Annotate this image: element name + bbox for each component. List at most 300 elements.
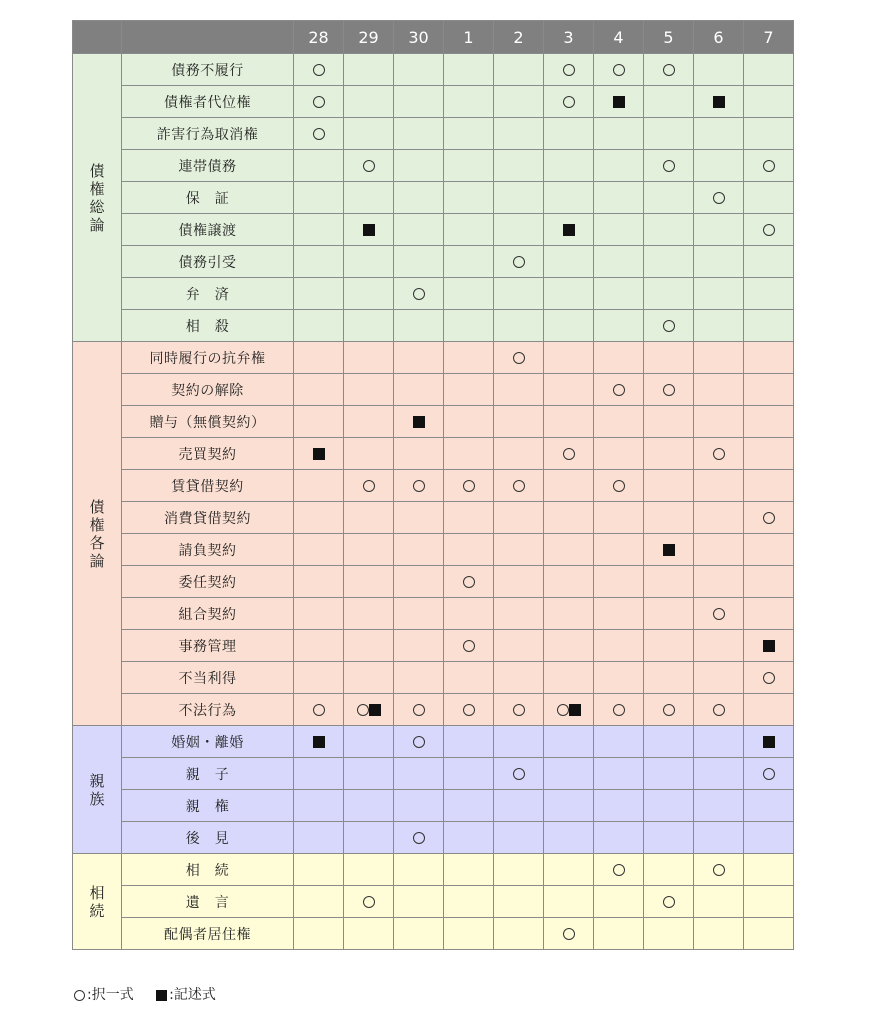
mark-cell [694,214,744,246]
mark-cell [744,566,794,598]
mark-cell [694,342,744,374]
topic-label: 弁 済 [122,278,294,310]
mark-cell [394,86,444,118]
circle-icon [663,64,675,76]
mark-cell [294,310,344,342]
mark-cell [344,598,394,630]
circle-icon [763,672,775,684]
mark-cell [494,86,544,118]
mark-cell [744,86,794,118]
mark-cell [494,278,544,310]
table-row [73,182,794,214]
square-icon [413,416,425,428]
mark-cell [544,726,594,758]
mark-cell [394,790,444,822]
mark-cell [394,214,444,246]
circle-icon [363,160,375,172]
topic-label: 配偶者居住権 [122,918,294,950]
mark-cell [694,726,744,758]
mark-cell [494,598,544,630]
table-row [73,758,794,790]
mark-cell [294,918,344,950]
header-year: 30 [394,21,444,54]
mark-cell [294,726,344,758]
mark-cell [594,406,644,438]
mark-cell [544,150,594,182]
mark-cell [294,566,344,598]
header-year: 3 [544,21,594,54]
header-year: 29 [344,21,394,54]
table-row [73,662,794,694]
mark-cell [594,214,644,246]
mark-cell [594,758,644,790]
circle-icon [613,384,625,396]
mark-cell [644,182,694,214]
mark-cell [444,406,494,438]
circle-icon [313,704,325,716]
mark-cell [344,214,394,246]
square-icon [156,990,167,1001]
mark-cell [444,86,494,118]
mark-cell [594,310,644,342]
circle-icon [557,704,569,716]
circle-icon [313,128,325,140]
mark-cell [344,118,394,150]
square-icon [763,736,775,748]
mark-cell [644,150,694,182]
mark-cell [344,662,394,694]
header-year: 4 [594,21,644,54]
mark-cell [494,374,544,406]
circle-icon [74,990,85,1001]
topic-label: 親 権 [122,790,294,822]
mark-cell [644,246,694,278]
table-row [73,278,794,310]
mark-cell [294,790,344,822]
mark-cell [294,86,344,118]
mark-cell [494,54,544,86]
section-label [73,726,122,854]
mark-cell [444,278,494,310]
mark-cell [444,822,494,854]
mark-cell [344,54,394,86]
mark-cell [494,662,544,694]
mark-cell [294,406,344,438]
mark-cell [644,470,694,502]
legend-item-choice [74,987,138,1003]
topic-label: 詐害行為取消権 [122,118,294,150]
mark-cell [494,566,544,598]
mark-cell [344,150,394,182]
mark-cell [594,918,644,950]
mark-cell [544,86,594,118]
mark-cell [644,406,694,438]
mark-cell [594,566,644,598]
mark-cell [444,214,494,246]
mark-cell [344,630,394,662]
mark-cell [744,886,794,918]
circle-icon [763,224,775,236]
square-icon [363,224,375,236]
mark-cell [344,758,394,790]
header-year: 6 [694,21,744,54]
mark-cell [344,310,394,342]
mark-cell [294,822,344,854]
mark-cell [394,662,444,694]
mark-cell [744,758,794,790]
mark-cell [744,854,794,886]
mark-cell [694,502,744,534]
square-icon [563,224,575,236]
circle-icon [513,768,525,780]
table-row [73,310,794,342]
mark-cell [394,278,444,310]
section-label-text: 債権総論 [89,161,105,234]
header-corner [73,21,122,54]
mark-cell [294,598,344,630]
mark-cell [544,662,594,694]
table-row [73,630,794,662]
mark-cell [294,54,344,86]
mark-cell [444,150,494,182]
mark-cell [744,598,794,630]
topic-label: 相 続 [122,854,294,886]
mark-cell [444,726,494,758]
table-row [73,54,794,86]
mark-cell [644,86,694,118]
mark-cell [644,374,694,406]
mark-cell [294,118,344,150]
mark-cell [294,374,344,406]
mark-cell [344,726,394,758]
mark-cell [544,534,594,566]
table-row [73,86,794,118]
mark-cell [594,374,644,406]
mark-cell [444,598,494,630]
topic-label: 事務管理 [122,630,294,662]
circle-icon [563,928,575,940]
section-label [73,854,122,950]
mark-cell [744,182,794,214]
mark-cell [444,534,494,566]
mark-cell [544,278,594,310]
mark-cell [394,918,444,950]
square-icon [713,96,725,108]
table-row [73,342,794,374]
mark-cell [394,246,444,278]
mark-cell [494,310,544,342]
mark-cell [494,822,544,854]
mark-cell [594,662,644,694]
topic-label: 婚姻・離婚 [122,726,294,758]
mark-cell [544,406,594,438]
mark-cell [594,598,644,630]
mark-cell [444,630,494,662]
mark-cell [694,54,744,86]
mark-cell [594,822,644,854]
mark-cell [744,438,794,470]
header-topic [122,21,294,54]
mark-cell [544,566,594,598]
mark-cell [744,150,794,182]
mark-cell [644,278,694,310]
topic-label: 同時履行の抗弁権 [122,342,294,374]
mark-cell [544,694,594,726]
mark-cell [594,726,644,758]
mark-cell [594,502,644,534]
mark-cell [394,534,444,566]
topic-label: 贈与（無償契約） [122,406,294,438]
table-row [73,854,794,886]
mark-cell [494,502,544,534]
table-row [73,534,794,566]
mark-cell [694,694,744,726]
section-label [73,54,122,342]
mark-cell [444,790,494,822]
mark-cell [594,534,644,566]
mark-cell [494,854,544,886]
mark-cell [544,118,594,150]
mark-cell [394,822,444,854]
table-row [73,694,794,726]
mark-cell [594,342,644,374]
mark-cell [344,182,394,214]
topic-label: 消費貸借契約 [122,502,294,534]
mark-cell [394,182,444,214]
circle-icon [663,320,675,332]
legend-circle-label: :択一式 [87,987,134,1003]
mark-cell [644,886,694,918]
mark-cell [694,310,744,342]
mark-cell [544,310,594,342]
topic-label: 不当利得 [122,662,294,694]
topic-label: 組合契約 [122,598,294,630]
table-row [73,470,794,502]
mark-cell [344,534,394,566]
mark-cell [294,694,344,726]
mark-cell [344,790,394,822]
circle-icon [763,768,775,780]
mark-cell [344,854,394,886]
header-year: 2 [494,21,544,54]
mark-cell [594,790,644,822]
mark-cell [294,886,344,918]
mark-cell [744,822,794,854]
mark-cell [294,502,344,534]
mark-cell [494,182,544,214]
legend [74,984,234,1004]
square-icon [663,544,675,556]
mark-cell [594,86,644,118]
mark-cell [694,118,744,150]
table-row [73,726,794,758]
mark-cell [744,54,794,86]
circle-icon [763,160,775,172]
mark-cell [494,886,544,918]
mark-cell [444,342,494,374]
mark-cell [544,54,594,86]
mark-cell [644,694,694,726]
mark-cell [394,118,444,150]
mark-cell [444,246,494,278]
mark-cell [594,150,644,182]
mark-cell [394,502,444,534]
mark-cell [344,406,394,438]
mark-cell [394,886,444,918]
table-row [73,598,794,630]
topic-label: 委任契約 [122,566,294,598]
circle-icon [563,448,575,460]
mark-cell [694,438,744,470]
mark-cell [544,758,594,790]
mark-cell [494,438,544,470]
mark-cell [644,598,694,630]
mark-cell [394,758,444,790]
mark-cell [344,278,394,310]
mark-cell [644,630,694,662]
mark-cell [444,502,494,534]
mark-cell [294,438,344,470]
mark-cell [594,54,644,86]
mark-cell [344,86,394,118]
mark-cell [594,630,644,662]
mark-cell [444,758,494,790]
header-year: 28 [294,21,344,54]
mark-cell [594,886,644,918]
mark-cell [544,886,594,918]
mark-cell [744,374,794,406]
mark-cell [494,214,544,246]
mark-cell [394,342,444,374]
mark-cell [544,854,594,886]
mark-cell [694,374,744,406]
mark-cell [744,630,794,662]
circle-icon [613,480,625,492]
mark-cell [294,182,344,214]
mark-cell [544,822,594,854]
mark-cell [644,918,694,950]
circle-icon [413,832,425,844]
mark-cell [494,918,544,950]
mark-cell [344,886,394,918]
mark-cell [744,662,794,694]
circle-icon [463,704,475,716]
mark-cell [694,182,744,214]
table-row [73,822,794,854]
mark-cell [394,470,444,502]
mark-cell [494,406,544,438]
circle-icon [613,64,625,76]
topic-label: 売買契約 [122,438,294,470]
mark-cell [644,662,694,694]
topic-label: 相 殺 [122,310,294,342]
mark-cell [294,246,344,278]
table-row [73,374,794,406]
mark-cell [394,150,444,182]
topic-label: 連帯債務 [122,150,294,182]
square-icon [313,448,325,460]
mark-cell [344,502,394,534]
mark-cell [494,726,544,758]
section-label-text: 債権各論 [89,497,105,570]
mark-cell [694,470,744,502]
circle-icon [413,704,425,716]
mark-cell [344,470,394,502]
circle-icon [413,736,425,748]
mark-cell [644,54,694,86]
mark-cell [444,310,494,342]
mark-cell [744,790,794,822]
circle-icon [463,640,475,652]
mark-cell [544,214,594,246]
legend-square-label: :記述式 [169,987,216,1003]
topic-label: 請負契約 [122,534,294,566]
mark-cell [544,918,594,950]
mark-cell [544,342,594,374]
mark-cell [294,278,344,310]
mark-cell [394,726,444,758]
section-label-text: 相続 [89,883,105,920]
mark-cell [494,694,544,726]
topic-label: 債権譲渡 [122,214,294,246]
mark-cell [444,182,494,214]
header-year: 1 [444,21,494,54]
table-row [73,502,794,534]
mark-cell [544,502,594,534]
mark-cell [494,534,544,566]
header-year: 5 [644,21,694,54]
mark-cell [294,662,344,694]
mark-cell [344,566,394,598]
mark-cell [344,694,394,726]
table-row [73,438,794,470]
mark-cell [494,790,544,822]
square-icon [763,640,775,652]
mark-cell [544,598,594,630]
mark-cell [394,310,444,342]
topic-label: 親 子 [122,758,294,790]
table-body [73,54,794,950]
circle-icon [513,480,525,492]
topic-label: 債権者代位権 [122,86,294,118]
mark-cell [444,374,494,406]
topic-label: 保 証 [122,182,294,214]
mark-cell [544,630,594,662]
circle-icon [663,896,675,908]
mark-cell [444,470,494,502]
circle-icon [613,864,625,876]
mark-cell [294,758,344,790]
square-icon [313,736,325,748]
table-row [73,886,794,918]
circle-icon [663,384,675,396]
mark-cell [394,854,444,886]
mark-cell [294,150,344,182]
mark-cell [744,406,794,438]
mark-cell [444,438,494,470]
topic-label: 契約の解除 [122,374,294,406]
mark-cell [694,566,744,598]
mark-cell [494,246,544,278]
mark-cell [694,534,744,566]
mark-cell [394,630,444,662]
table-row [73,214,794,246]
mark-cell [644,822,694,854]
circle-icon [713,192,725,204]
mark-cell [644,310,694,342]
legend-item-written [156,987,216,1003]
circle-icon [463,480,475,492]
